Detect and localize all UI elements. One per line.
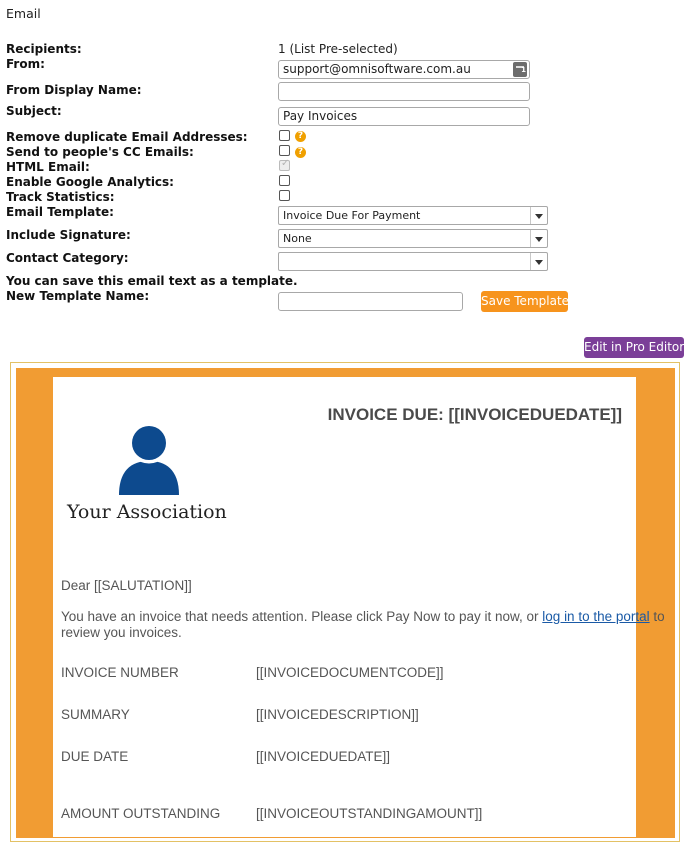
help-icon[interactable]: ? xyxy=(295,147,306,158)
due-date-value: [[INVOICEDUEDATE]] xyxy=(256,749,391,764)
contact-category-label: Contact Category: xyxy=(6,251,129,265)
intro-line-2: review you invoices. xyxy=(61,625,182,640)
due-date-label: DUE DATE xyxy=(61,749,129,764)
include-signature-value: None xyxy=(283,232,312,245)
save-template-button[interactable]: Save Template xyxy=(481,291,568,312)
person-icon xyxy=(113,421,185,497)
edit-in-pro-editor-button[interactable]: Edit in Pro Editor xyxy=(584,337,684,358)
send-cc-checkbox[interactable] xyxy=(279,145,290,156)
summary-value: [[INVOICEDESCRIPTION]] xyxy=(256,707,419,722)
include-signature-select[interactable] xyxy=(278,229,548,248)
from-display-name-field[interactable] xyxy=(278,82,530,101)
new-template-name-label: New Template Name: xyxy=(6,289,150,303)
email-preview-content xyxy=(53,377,665,837)
logo-text: Your Association xyxy=(67,501,227,523)
contact-category-select[interactable] xyxy=(278,252,548,271)
intro-text: You have an invoice that needs attention. Please click Pay Now to pay it now, or xyxy=(61,609,543,624)
email-template-label: Email Template: xyxy=(6,205,114,219)
address-picker-icon[interactable] xyxy=(513,62,527,77)
from-display-name-label: From Display Name: xyxy=(6,83,142,97)
amount-outstanding-value: [[INVOICEOUTSTANDINGAMOUNT]] xyxy=(256,806,483,821)
track-statistics-label: Track Statistics: xyxy=(6,190,115,204)
include-signature-label: Include Signature: xyxy=(6,228,131,242)
google-analytics-checkbox[interactable] xyxy=(279,175,290,186)
email-template-value: Invoice Due For Payment xyxy=(283,209,421,222)
invoice-title: INVOICE DUE: [[INVOICEDUEDATE]] xyxy=(327,405,622,424)
google-analytics-label: Enable Google Analytics: xyxy=(6,175,174,189)
recipients-value: 1 (List Pre-selected) xyxy=(278,42,398,56)
chevron-down-icon xyxy=(530,253,547,270)
email-template-select[interactable] xyxy=(278,206,548,225)
from-value: support@omnisoftware.com.au xyxy=(283,62,471,76)
invoice-number-label: INVOICE NUMBER xyxy=(61,665,179,680)
recipients-label: Recipients: xyxy=(6,42,82,56)
from-field[interactable] xyxy=(278,60,530,79)
html-email-checkbox xyxy=(279,160,290,171)
remove-duplicates-checkbox[interactable] xyxy=(279,130,290,141)
send-cc-label: Send to people's CC Emails: xyxy=(6,145,194,159)
summary-label: SUMMARY xyxy=(61,707,130,722)
chevron-down-icon xyxy=(530,207,547,224)
help-icon[interactable]: ? xyxy=(295,131,306,142)
intro-text-tail: to xyxy=(649,609,665,624)
new-template-name-field[interactable] xyxy=(278,292,463,311)
section-title: Email xyxy=(6,6,41,21)
from-label: From: xyxy=(6,57,45,71)
intro-line-1 xyxy=(61,609,665,624)
portal-link[interactable]: log in to the portal xyxy=(542,609,650,624)
invoice-number-value: [[INVOICEDOCUMENTCODE]] xyxy=(256,665,444,680)
subject-label: Subject: xyxy=(6,104,62,118)
track-statistics-checkbox[interactable] xyxy=(279,190,290,201)
subject-field[interactable]: Pay Invoices xyxy=(278,107,530,126)
remove-duplicates-label: Remove duplicate Email Addresses: xyxy=(6,130,248,144)
greeting: Dear [[SALUTATION]] xyxy=(61,578,192,593)
amount-outstanding-label: AMOUNT OUTSTANDING xyxy=(61,806,221,821)
html-email-label: HTML Email: xyxy=(6,160,90,174)
chevron-down-icon xyxy=(530,230,547,247)
save-template-note: You can save this email text as a template. xyxy=(6,274,298,288)
